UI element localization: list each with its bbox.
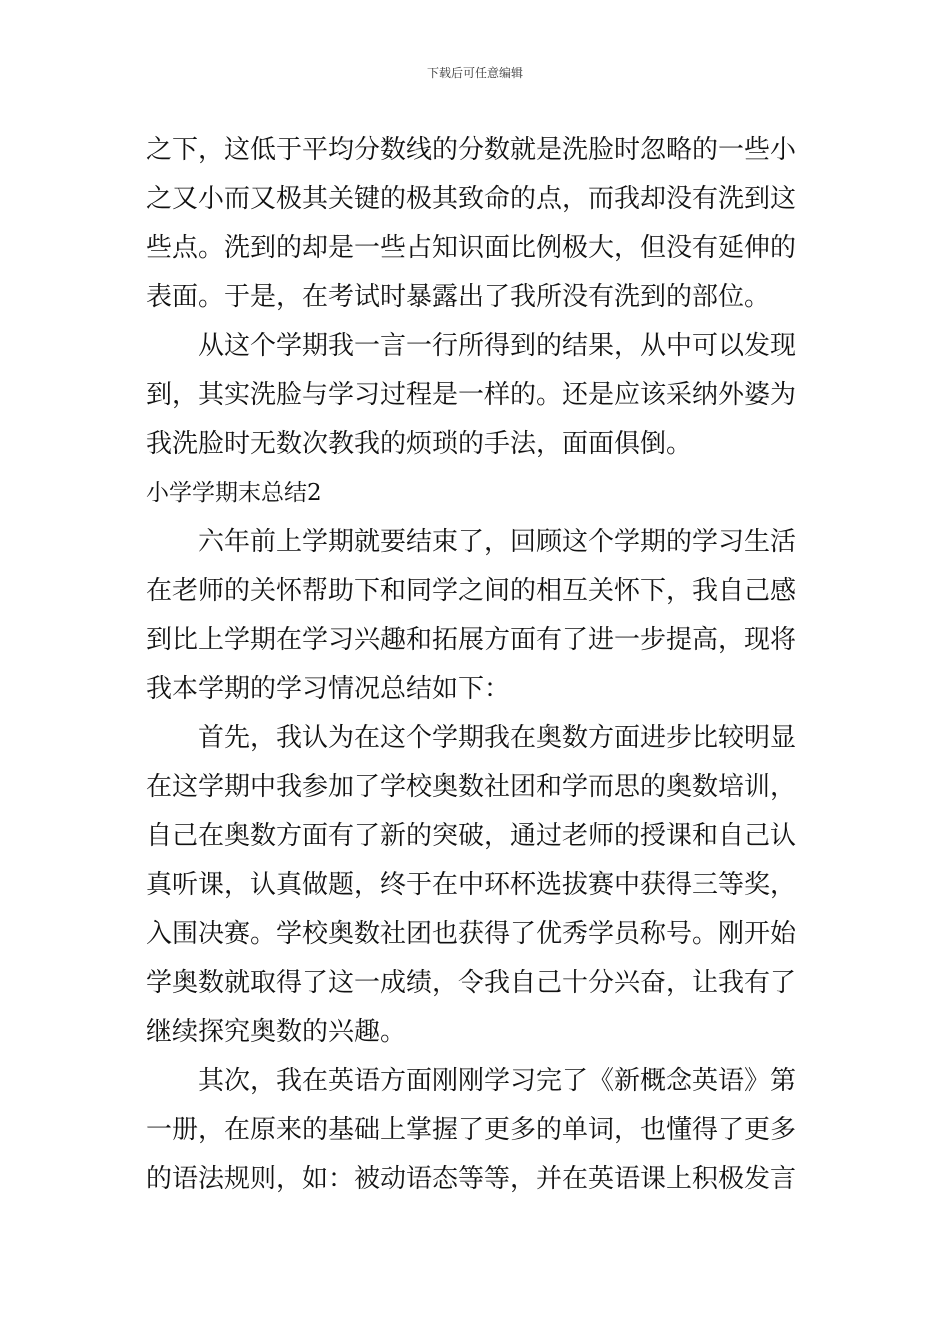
text-line: 之下，这低于平均分数线的分数就是洗脸时忽略的一些小 [146, 135, 797, 165]
text-line: 继续探究奥数的兴趣。 [146, 1017, 407, 1047]
text-line: 到比上学期在学习兴趣和拓展方面有了进一步提高，现将 [146, 625, 797, 655]
page-header: 下载后可任意编辑 [426, 66, 523, 80]
text-line: 真听课，认真做题，终于在中环杯选拔赛中获得三等奖， [146, 870, 797, 900]
section-heading: 小学学期末总结2 [146, 480, 322, 506]
text-line: 的语法规则，如：被动语态等等，并在英语课上积极发言 [146, 1164, 797, 1194]
text-line: 些点。洗到的却是一些占知识面比例极大，但没有延伸的 [146, 233, 797, 263]
text-line: 在这学期中我参加了学校奥数社团和学而思的奥数培训， [146, 772, 797, 802]
text-line: 首先，我认为在这个学期我在奥数方面进步比较明显 [198, 723, 797, 753]
text-line: 一册，在原来的基础上掌握了更多的单词，也懂得了更多 [146, 1115, 797, 1145]
text-line: 六年前上学期就要结束了，回顾这个学期的学习生活 [198, 527, 797, 557]
text-line: 我洗脸时无数次教我的烦琐的手法，面面俱倒。 [146, 429, 693, 459]
text-line: 学奥数就取得了这一成绩，令我自己十分兴奋，让我有了 [146, 968, 797, 998]
document-body [146, 126, 808, 1204]
text-line: 其次，我在英语方面刚刚学习完了《新概念英语》第 [198, 1066, 797, 1096]
text-line: 到，其实洗脸与学习过程是一样的。还是应该采纳外婆为 [146, 380, 797, 410]
text-line: 我本学期的学习情况总结如下： [146, 674, 511, 704]
text-line: 入围决赛。学校奥数社团也获得了优秀学员称号。刚开始 [146, 919, 797, 949]
text-line: 在老师的关怀帮助下和同学之间的相互关怀下，我自己感 [146, 576, 797, 606]
text-line: 从这个学期我一言一行所得到的结果，从中可以发现 [198, 331, 797, 361]
text-line: 自己在奥数方面有了新的突破，通过老师的授课和自己认 [146, 821, 797, 851]
text-line: 之又小而又极其关键的极其致命的点，而我却没有洗到这 [146, 184, 797, 214]
text-line: 表面。于是，在考试时暴露出了我所没有洗到的部位。 [146, 282, 771, 312]
